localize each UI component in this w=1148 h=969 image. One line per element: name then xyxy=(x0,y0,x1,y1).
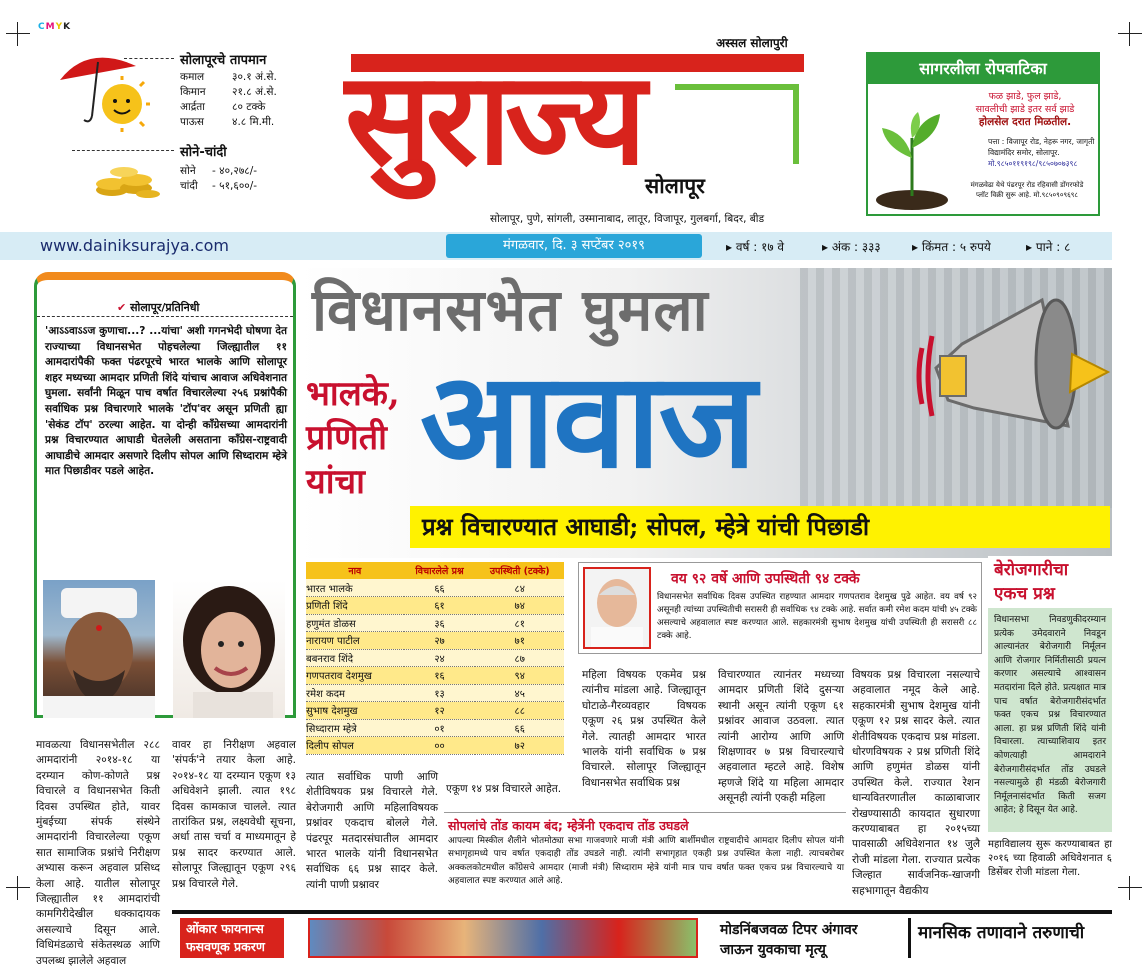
price-label: ▸ किंमत : ५ रुपये xyxy=(912,240,991,254)
lead-text: 'आऽऽवाऽऽज कुणाचा...? ...यांचा' अशी गगनभेदी घोषणा देत राज्याच्या विधानसभेत पोहचलेल्या जिल्ह्यातील ११ आमदारांपैकी फक्त पंढरपूरचे भारत भालके आणि सोलापूर शहर मध्यच्या आमदार प्रणिती शिंदे यांचाच आवाज अधिवेशनात घुमला. सर्वांनी मिळून पाच वर्षात विचारलेल्या २५६ प्रश्नांपैकी सर्वाधिक प्रश्न विचारणारे भालके 'टॉप'वर असून प्रणिती ह्या 'सेकंड टॉप' ठरल्या आहेत. या दोन्ही काँग्रेसच्या आमदारांनी प्रश्न विचारण्यात आघाडी घेतलेली असताना काँग्रेस-राष्ट्रवादी आघाडीचे आमदार असणारे दिलीप सोपल आणि सिध्दाराम म्हेत्रे मात पिछाडीवर पडले आहेत. xyxy=(45,325,287,478)
lead-story xyxy=(34,272,296,718)
pages-label: ▸ पाने : ८ xyxy=(1026,240,1071,254)
age-title: वय ९२ वर्षे आणि उपस्थिती ९४ टक्के xyxy=(671,571,860,587)
gold-title: सोने-चांदी xyxy=(180,145,227,160)
sopal-title: सोपलांचे तोंड कायम बंद; म्हेत्रेंनी एकदाच तोंड उघडले xyxy=(448,818,689,833)
table-row: भारत भालके ६६ ८४ xyxy=(306,579,564,597)
portrait-deshmukh xyxy=(583,567,651,649)
teaser-omkar: ओंकार फायनान्स फसवणूक प्रकरण xyxy=(180,918,284,958)
table-row: रमेश कदम १३ ४५ xyxy=(306,684,564,702)
headline-big: आवाज xyxy=(420,343,755,498)
sopal-text: आपल्या मिस्कील शैलीने भोतमोठ्या सभा गाजवणारे माजी मंत्री आणि बार्शीमधील राष्ट्रवादीचे आमदार दिलीप सोपल यांनी सभागृहामध्ये पाच वर्षात एकदाही तोंड उघडले नाही. त्यांनी सभागृहात एकही प्रश्न उपस्थित केला नाही. त्याचबरोबर अक्कलकोटमधील काँग्रेसचे आमदार (माजी मंत्री) सिध्दाराम म्हेत्रे यांनी मात्र पाच वर्षात फक्त एकच प्रश्न विचारल्याचे या अहवालात स्पष्ट करण्यात आले आहे. xyxy=(448,836,844,887)
weather-table: कमाल ३०.१ अं.से. किमान २१.८ अं.से. आर्द्रता ८० टक्के पाऊस ४.८ मि.मी. xyxy=(180,71,277,128)
body-col-3: त्यात सर्वाधिक पाणी आणि शेतीविषयक प्रश्न विचारले गेले. बेरोजगारी आणि महिलाविषयक प्रश्नांवर एकदाच बोलले गेले. पंढरपूर मतदारसंघातील आमदार भारत भालके यांनी विधानसभेत सर्वाधिक ६६ प्रश्न सादर केले. त्यांनी पाणी प्रश्नावर xyxy=(306,771,438,891)
side-story-title: बेरोजगारीचा एकच प्रश्न xyxy=(988,556,1112,608)
table-row: बबनराव शिंदे २४ ८७ xyxy=(306,649,564,667)
weather-box xyxy=(52,46,292,196)
body-col-5: विचारण्यात त्यानंतर मध्यच्या आमदार प्रणिती शिंदे दुसऱ्या स्थानी असून त्यांनी एकूण ६१ प्रश्नांवर आवाज उठवला. त्यात त्यांनी आरोग्य आणि आणि शिक्षणावर ७ प्रश्न विचारल्याचे अहवालात म्हटले आहे. विशेष म्हणजे शिंदे या महिला आमदार असूनही त्यांनी एकही महिला xyxy=(718,669,844,805)
body-col-1: मावळत्या विधानसभेतील २८८ आमदारांनी २०१४-१८ या दरम्यान कोण-कोणते प्रश्न विचारले व विधानसभेत किती दिवस उपस्थित होते, यावर मुंबईच्या संपर्क संस्थेने आमदारांनी विचारलेल्या एकूण सात सामाजिक प्रश्नांचे निरीक्षण अभ्यास करून अहवाल प्रसिध्द केला आहे. यातील सोलापूर जिल्ह्यातील ११ आमदारांची कामगिरीदेखील धक्कादायक असल्याचे दिसून आले. विधिमंडळाचे संकेतस्थळ आणि उपलब्ध झालेले अहवाल xyxy=(36,739,160,967)
teaser-modnimb: मोडनिंबजवळ टिपर अंगावर जाऊन युवकाचा मृत्यू xyxy=(720,922,858,958)
table-row: गणपतराव देशमुख १६ ९४ xyxy=(306,667,564,685)
crop-mark xyxy=(6,22,30,46)
portrait-praniti xyxy=(173,580,285,718)
ad-footer: मंगळवेढा येथे पंढरपूर रोड रहिवासी डोंगरफोडे प्लॉट विक्री सुरू आहे. मो.९८५०९०९६९८ xyxy=(970,181,1084,199)
body-col-4: महिला विषयक एकमेव प्रश्न त्यांनीच मांडला आहे. जिल्ह्यातून घोटाळे-गैरव्यवहार विषयक एकूण २६ प्रश्न उपस्थित केले गेले. त्यातही आमदार भारत भालके यांनी सर्वाधिक ७ प्रश्न विचारले. सोलापूर जिल्ह्यातून विधानसभेत सर्वाधिक प्रश्न xyxy=(582,669,706,789)
side-story-tail: महाविद्यालय सुरू करण्याबाबत हा २०१६ च्या हिवाळी अधिवेशनात ६ डिसेंबर रोजी मांडला गेला. xyxy=(988,839,1112,878)
table-row: नारायण पाटील २७ ७१ xyxy=(306,632,564,650)
ad-body: फळ झाडे, फुल झाडे, सावलीची झाडे इतर सर्व झाडे होलसेल दरात मिळतील. xyxy=(975,91,1075,128)
headline-banner: प्रश्न विचारण्यात आघाडी; सोपल, म्हेत्रे यांची पिछाडी xyxy=(410,506,1110,548)
crop-mark xyxy=(1118,876,1142,900)
website-link[interactable]: www.dainiksurajya.com xyxy=(40,236,229,255)
crop-mark xyxy=(6,876,30,900)
plant-icon xyxy=(874,88,950,210)
table-row: हणुमंत डोळस ३६ ८१ xyxy=(306,614,564,632)
portrait-bhalke xyxy=(43,580,155,718)
ad-address: पत्ता : विजापूर रोड, नेहरू नगर, जागृती विद्यामंदिर समोर, सोलापूर. मो.९८५०११९१९८/९८५०७०७३९८ xyxy=(988,137,1095,168)
age-text: विधानसभेत सर्वाधिक दिवस उपस्थित राहण्यात आमदार गणपतराव देशमुख पुढे आहेत. वय वर्ष ९२ असूनही त्यांच्या उपस्थितीची सरासरी ही सर्वाधिक ९४ टक्के आहे. सर्वात कमी रमेश कदम यांची ४५ टक्के असल्याचे अहवालात स्पष्ट करण्यात आले. सहकारमंत्री सुभाष देशमुख यांची उपस्थिती ही सरासरी ८८ टक्के आहे. xyxy=(657,592,977,641)
attendance-table: नाव विचारलेले प्रश्न उपस्थिती (टक्के) भारत भालके ६६ ८४ प्रणिती शिंदे ६१ ७४ हणुमंत डोळस ३६ ८१ नारायण पाटील २७ ७१ बबनराव शिंदे २४ ८७ गणपतराव देशमुख १६ ९४ रमेश कदम १३ ४५ सुभाष देशमुख १२ ८८ सिध्दाराम म्हेत्रे ०१ ६६ दिलीप सोपल ०० ७२ xyxy=(306,562,564,755)
masthead-tagline: अस्सल सोलापुरी xyxy=(716,36,788,50)
side-story xyxy=(988,556,1112,832)
body-col-3b: एकूण १४ प्रश्न विचारले आहेत. xyxy=(446,783,562,795)
masthead-city: सोलापूर xyxy=(645,174,705,198)
crop-mark xyxy=(1118,22,1142,46)
megaphone-icon xyxy=(922,276,1112,476)
age-story xyxy=(578,562,982,654)
gold-coins-icon xyxy=(92,158,162,200)
news-photo xyxy=(308,918,698,958)
table-row: सुभाष देशमुख १२ ८८ xyxy=(306,702,564,720)
sopal-story xyxy=(444,812,846,896)
masthead-logo xyxy=(345,44,805,210)
masthead-editions: सोलापूर, पुणे, सांगली, उस्मानाबाद, लातूर, विजापूर, गुलबर्गा, बिदर, बीड xyxy=(490,213,765,225)
bottom-rule xyxy=(172,910,1112,914)
headline-main: विधानसभेत घुमला xyxy=(312,276,709,344)
nursery-ad xyxy=(866,52,1100,216)
body-col-6: विषयक प्रश्न विचारला नसल्याचे अहवालात नमूद केले आहे. सहकारमंत्री सुभाष देशमुख यांनी एकूण १२ प्रश्न सादर केले. त्यात शेतीविषयक एकदाच प्रश्न मांडला. धोरणविषयक २ प्रश्न प्रणिती शिंदे आणि हणुमंत डोळस यांनी उपस्थित केले. राज्यात रेशन धान्यवितरणातील काळाबाजार रोखण्यासाठी कायदात सुधारणा करण्याबाबत हा २०१५च्या पावसाळी अधिवेशनात १४ जुलै रोजी मांडला गेला. राज्यात प्रत्येक जिल्हात सार्वजनिक-खाजगी सहभागातून वैद्यकीय xyxy=(852,669,980,897)
cmyk-label: CMYK xyxy=(38,22,72,32)
body-col-2: वावर हा निरीक्षण अहवाल 'संपर्क'ने तयार केला आहे. २०१४-१८ या दरम्यान एकूण १३ अधिवेशने झाली. त्यात १९८ दिवस कामकाज चालले. त्यात तारांकित प्रश्न, लक्ष्यवेधी सूचना, अर्धा तास चर्चा व माध्यमातून हे प्रश्न सादर करण्यात आले. सोलापूर जिल्ह्यातून एकूण २९६ प्रश्न विचारले गेले. xyxy=(172,739,296,890)
table-row: सिध्दाराम म्हेत्रे ०१ ६६ xyxy=(306,719,564,737)
masthead-name: सुराज्य xyxy=(345,44,641,194)
column-rule xyxy=(908,918,911,958)
table-row: प्रणिती शिंदे ६१ ७४ xyxy=(306,597,564,615)
umbrella-sun-icon xyxy=(52,46,162,136)
year-label: ▸ वर्ष : १७ वे xyxy=(726,240,785,254)
ad-title: सागरलीला रोपवाटिका xyxy=(868,54,1098,84)
weather-title: सोलापूरचे तापमान xyxy=(180,53,267,68)
lead-byline: ✔ सोलापूर/प्रतिनिधी xyxy=(117,301,200,314)
teaser-mental: मानसिक तणावाने तरुणाची xyxy=(918,923,1085,943)
issue-number: ▸ अंक : ३३३ xyxy=(822,240,881,254)
info-bar xyxy=(0,232,1112,260)
side-story-text: विधानसभा निवडणुकीदरम्यान प्रत्येक उमेदवाराने निवडून आल्यानंतर बेरोजगारी निर्मूलन आणि रोजगार निर्मितीसाठी प्रयत्न करणार असल्याचे आश्वासन मतदारांना दिले होते. प्रत्यक्षात मात्र पाच वर्षात बेरोजगारीसंदर्भात फक्त एकच प्रश्न विचारण्यात आला. हा प्रश्न प्रणिती शिंदे यांनी विचारला. त्याच्याशिवाय इतर कोणत्याही आमदाराने बेरोजगारीसंदर्भात तोंड उघडले नसल्यामुळे ही मंडळी बेरोजगारी निर्मूलनासंदर्भात किती सजग आहेत; हे दिसून येत आहे. xyxy=(994,615,1106,816)
table-row: दिलीप सोपल ०० ७२ xyxy=(306,737,564,755)
issue-date: मंगळवार, दि. ३ सप्टेंबर २०१९ xyxy=(446,234,702,258)
headline-side: भालके, प्रणिती यांचा xyxy=(306,374,400,502)
gold-table: सोने - ४०,२७८/- चांदी - ५१,६००/- xyxy=(180,165,258,192)
